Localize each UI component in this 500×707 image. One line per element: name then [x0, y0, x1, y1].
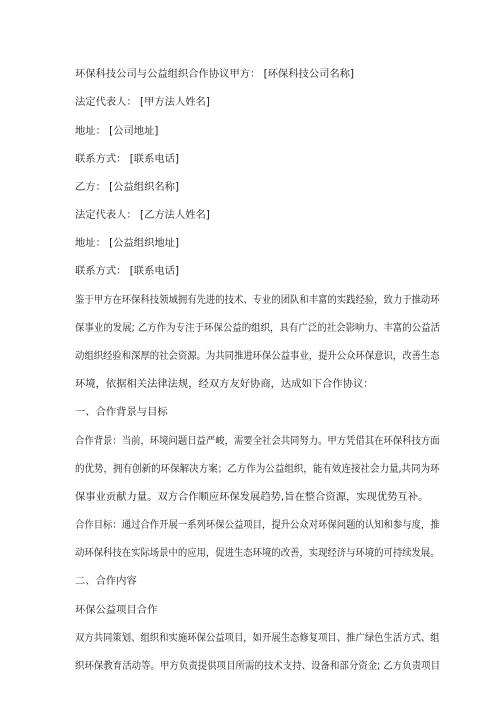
background-line-1: 合作背景：当前，环境问题日益严峻，需要全社会共同努力。甲方凭借其在环保科技方面 — [75, 435, 440, 447]
party-b-address: 地址： [公益组织地址] — [75, 237, 179, 249]
contract-title-party-a: 环保科技公司与公益组织合作协议甲方： [环保科技公司名称] — [75, 68, 355, 80]
content-line-1: 双方共同策划、组织和实施环保公益项目，如开展生态修复项目、推广绿色生活方式、组 — [75, 632, 440, 644]
content-line-2: 织环保教育活动等。甲方负责提供项目所需的技术支持、设备和部分资金; 乙方负责项目 — [75, 660, 441, 672]
party-a-contact: 联系方式： [联系电话] — [75, 153, 179, 165]
goal-line-1: 合作目标：通过合作开展一系列环保公益项目，提升公众对环保问题的认知和参与度，推 — [75, 519, 440, 531]
preamble-line-3: 动组织经验和深厚的社会资源。为共同推进环保公益事业，提升公众环保意识，改善生态 — [75, 350, 440, 362]
background-line-2: 的优势，拥有创新的环保解决方案；乙方作为公益组织，能有效连接社会力量,共同为环 — [75, 463, 440, 475]
section-heading-2: 二、合作内容 — [75, 575, 137, 587]
section-heading-1: 一、合作背景与目标 — [75, 406, 168, 418]
party-a-address: 地址： [公司地址] — [75, 125, 159, 137]
party-a-legal-rep: 法定代表人： [甲方法人姓名] — [75, 96, 210, 108]
preamble-line-4: 环境，依据相关法律法规，经双方友好协商，达成如下合作协议： — [75, 378, 374, 390]
background-line-3: 保事业贡献力量。双方合作顺应环保发展趋势,旨在整合资源，实现优势互补。 — [75, 491, 429, 503]
preamble-line-1: 鉴于甲方在环保科技领域拥有先进的技术、专业的团队和丰富的实践经验，致力于推动环 — [75, 294, 440, 306]
preamble-line-2: 保事业的发展; 乙方作为专注于环保公益的组织，具有广泛的社会影响力、丰富的公益活 — [75, 322, 441, 334]
party-b-contact: 联系方式： [联系电话] — [75, 265, 179, 277]
goal-line-2: 动环保科技在实际场景中的应用，促进生态环境的改善，实现经济与环境的可持续发展。 — [75, 547, 440, 559]
party-b-legal-rep: 法定代表人： [乙方法人姓名] — [75, 209, 210, 221]
party-b-name: 乙方： [公益组织名称] — [75, 181, 179, 193]
subsection-heading: 环保公益项目合作 — [75, 604, 158, 616]
